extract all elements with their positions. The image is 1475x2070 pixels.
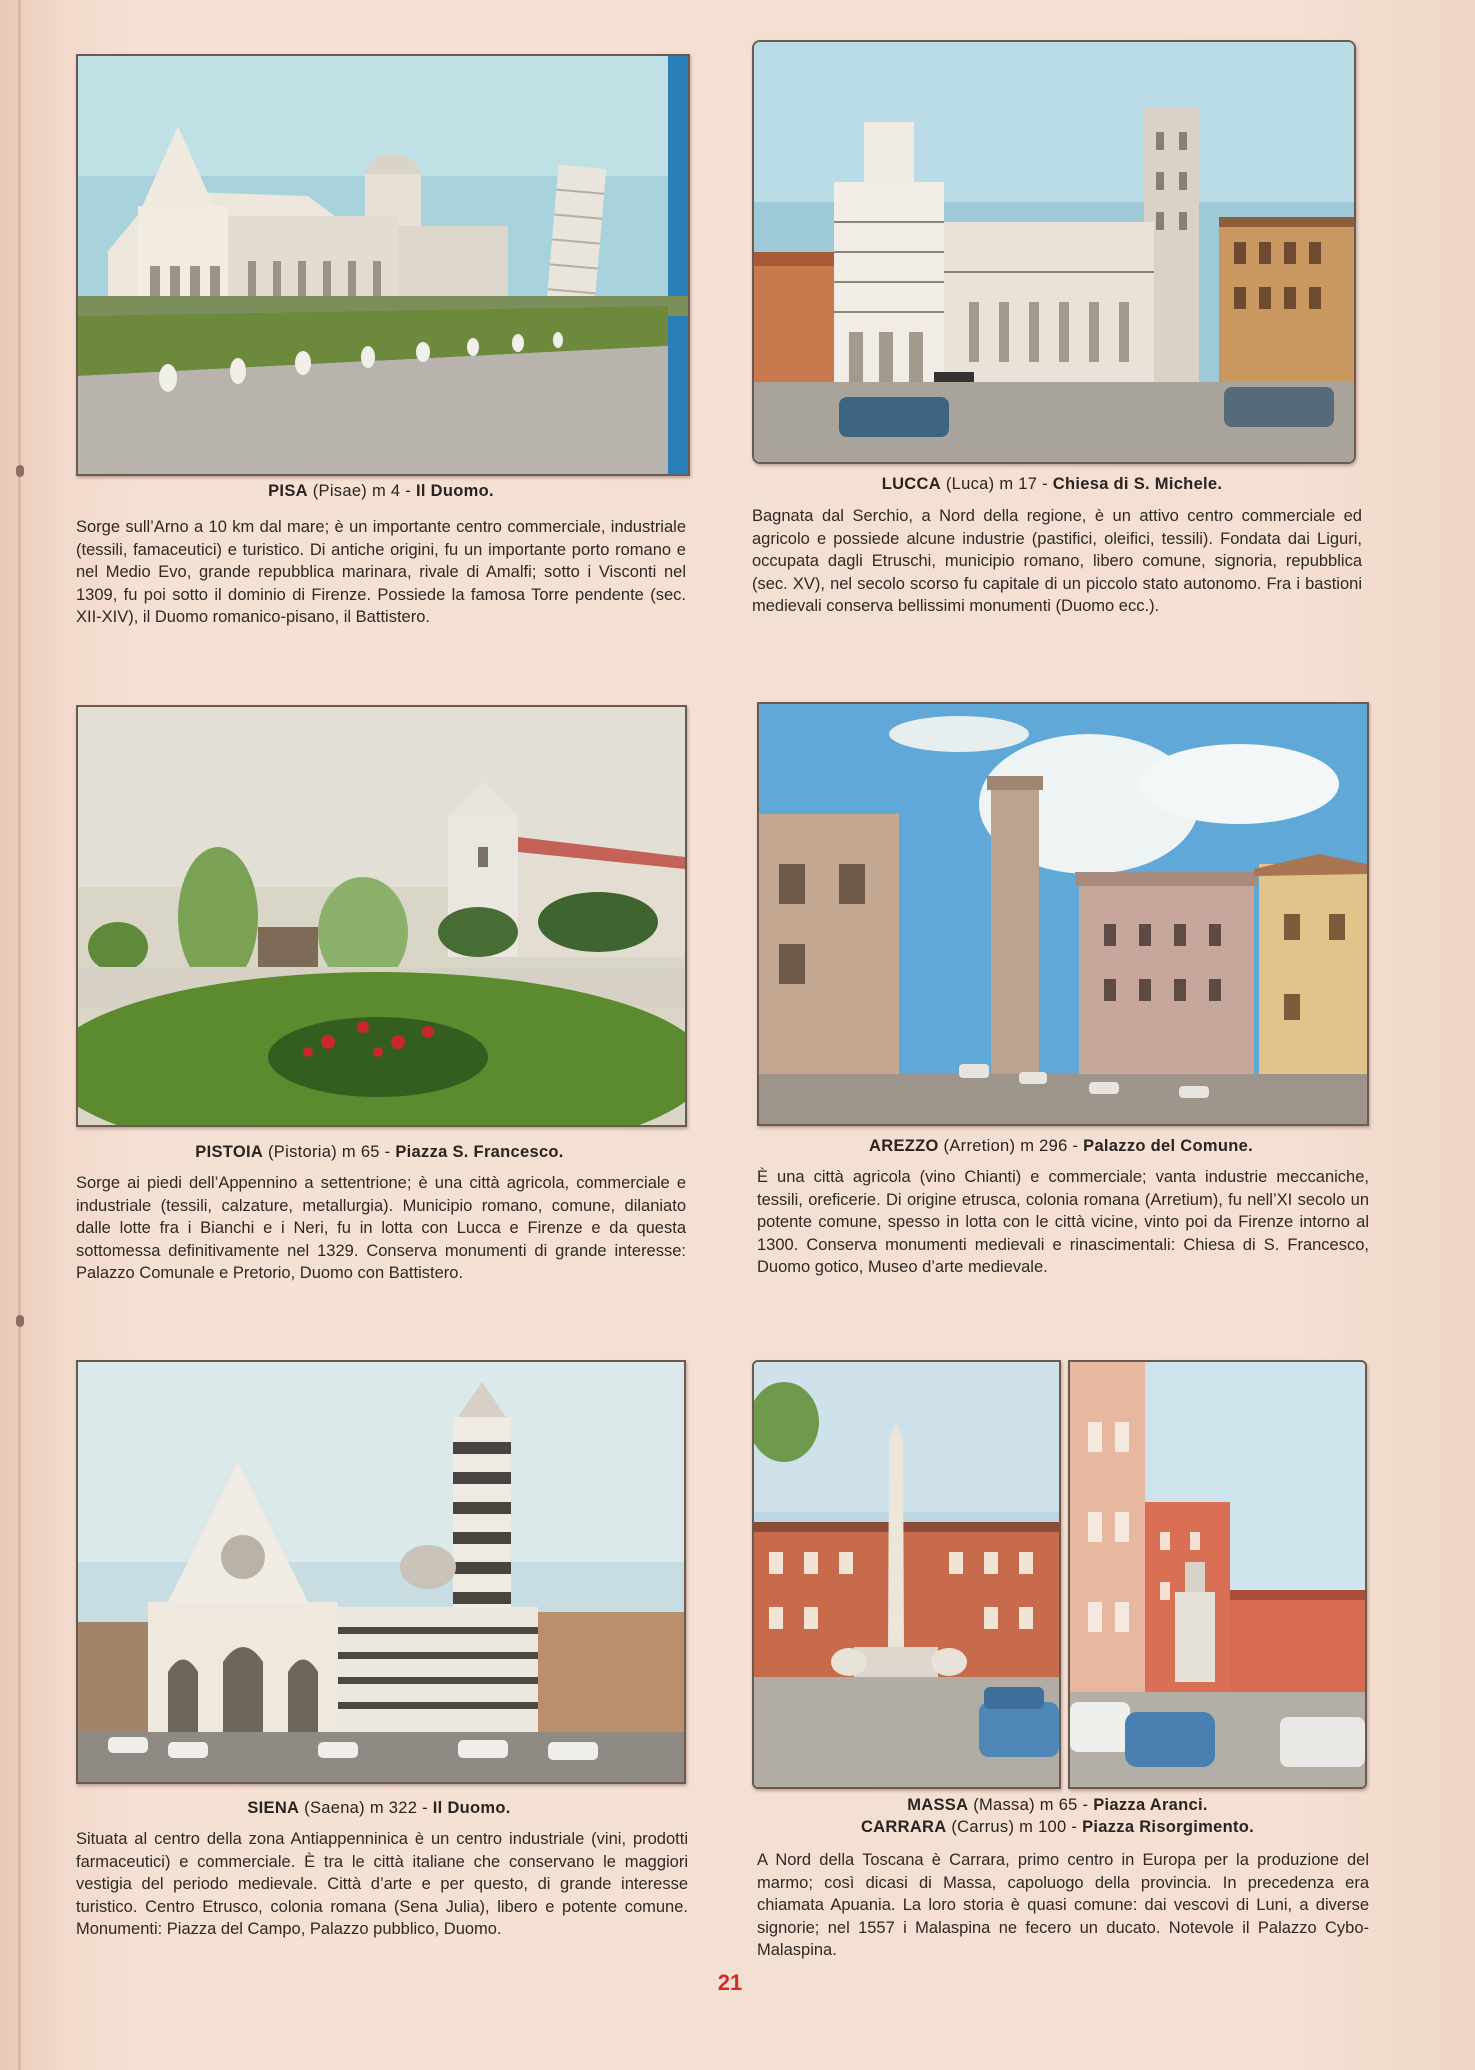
photo-pistoia-piazza xyxy=(76,705,687,1127)
photo-arezzo-palazzo xyxy=(757,702,1369,1126)
caption-siena xyxy=(76,1799,682,1818)
altitude: m 65 - xyxy=(1039,1796,1089,1814)
city-name: PISTOIA xyxy=(195,1143,264,1161)
photo-pisa-duomo xyxy=(76,54,690,476)
photo-carrara-piazza xyxy=(1068,1360,1367,1789)
latin-name: (Carrus) xyxy=(951,1818,1015,1836)
photo-subject: Piazza Risorgimento. xyxy=(1082,1818,1255,1836)
city-name: SIENA xyxy=(247,1799,300,1817)
page-number: 21 xyxy=(717,1970,743,1995)
latin-name: (Luca) xyxy=(945,475,995,493)
photo-subject: Il Duomo. xyxy=(415,482,494,500)
city-name: CARRARA xyxy=(860,1818,947,1836)
altitude: m 65 - xyxy=(341,1143,391,1161)
photo-subject: Chiesa di S. Michele. xyxy=(1052,475,1223,493)
city-name: LUCCA xyxy=(881,475,941,493)
caption-arezzo xyxy=(757,1137,1365,1156)
latin-name: (Arretion) xyxy=(943,1137,1016,1155)
city-name: AREZZO xyxy=(869,1137,939,1155)
caption-lucca xyxy=(752,475,1352,494)
photo-subject: Palazzo del Comune. xyxy=(1083,1137,1253,1155)
altitude: m 4 - xyxy=(372,482,412,500)
altitude: m 17 - xyxy=(999,475,1048,493)
altitude: m 322 - xyxy=(369,1799,428,1817)
photo-siena-duomo xyxy=(76,1360,686,1784)
description-siena: Situata al centro della zona Antiappenninica è un centro industriale (vini, prodotti farmaceutici) e commerciale. È tra le città italiane che conservano le maggiori vestigia del periodo medievale. Città d’arte e per questo, di grande interesse turistico. Centro Etrusco, colonia romana (Sena Julia), libero e potente comune. Monumenti: Piazza del Campo, Palazzo pubblico, Duomo. xyxy=(76,1830,688,1939)
altitude: m 100 - xyxy=(1019,1818,1078,1836)
photo-subject: Il Duomo. xyxy=(432,1799,511,1817)
description-pistoia: Sorge ai piedi dell’Appennino a settentrione; è una città agricola, commerciale e industriale (tessili, calzature, metallurgia). Municipio romano, comune, dilaniato dalle lotte fra i Bianchi e i Neri, fu in lotta con Lucca e Firenze e da questa sottomessa definitivamente nel 1329. Conserva monumenti di grande interesse: Palazzo Comunale e Pretorio, Duomo con Battistero. xyxy=(76,1174,686,1283)
staple-hole xyxy=(16,465,24,477)
description-pisa: Sorge sull’Arno a 10 km dal mare; è un importante centro commerciale, industriale (tessili, famaceutici) e turistico. Di antiche origini, fu un importante porto romano e nel Medio Evo, grande repubblica marinara, rivale di Amalfi; sotto i Visconti nel 1309, fu poi sotto il dominio di Firenze. Possiede la famosa Torre pendente (sec. XII-XIV), il Duomo romanico-pisano, il Battistero. xyxy=(76,518,686,627)
caption-pistoia xyxy=(76,1143,683,1162)
description-arezzo: È una città agricola (vino Chianti) e commerciale; vanta industrie meccaniche, tessili, oreficerie. Di origine etrusca, colonia romana (Arretium), fu nell’XI secolo un potente comune, spesso in lotta con le città vicine, vinto poi da Firenze intorno al 1300. Conserva monumenti medievali e rinascimentali: Chiesa di S. Francesco, Duomo gotico, Museo d’arte medievale. xyxy=(757,1168,1369,1277)
city-name: MASSA xyxy=(907,1796,969,1814)
city-name: PISA xyxy=(268,482,308,500)
caption-pisa xyxy=(76,482,686,501)
photo-lucca-san-michele xyxy=(752,40,1356,464)
photo-subject: Piazza Aranci. xyxy=(1093,1796,1208,1814)
caption-carrara xyxy=(752,1816,1363,1838)
description-lucca: Bagnata dal Serchio, a Nord della regione, è un attivo centro commerciale ed agricolo e possiede alcune industrie (pastifici, oleifici, tessili). Fondata dai Liguri, occupata dagli Etruschi, municipio romano, libero comune, signoria, repubblica (sec. XV), nel secolo scorso fu capitale di un piccolo stato autonomo. Fra i bastioni medievali conserva bellissimi monumenti (Duomo ecc.). xyxy=(752,507,1362,616)
latin-name: (Pistoria) xyxy=(268,1143,338,1161)
page-fold xyxy=(18,0,21,2070)
description-massa-carrara: A Nord della Toscana è Carrara, primo centro in Europa per la produzione del marmo; così dicasi di Massa, capoluogo della provincia. In precedenza era chiamata Apuania. La loro storia è quasi comune: dai vescovi di Luni, a diverse signorie; nel 1557 i Malaspina ne fecero un ducato. Notevole il Palazzo Cybo-Malaspina. xyxy=(757,1851,1369,1960)
photo-subject: Piazza S. Francesco. xyxy=(395,1143,564,1161)
latin-name: (Pisae) xyxy=(312,482,368,500)
caption-massa xyxy=(752,1794,1363,1816)
photo-massa-piazza xyxy=(752,1360,1061,1789)
latin-name: (Saena) xyxy=(304,1799,365,1817)
latin-name: (Massa) xyxy=(973,1796,1035,1814)
altitude: m 296 - xyxy=(1020,1137,1079,1155)
staple-hole xyxy=(16,1315,24,1327)
